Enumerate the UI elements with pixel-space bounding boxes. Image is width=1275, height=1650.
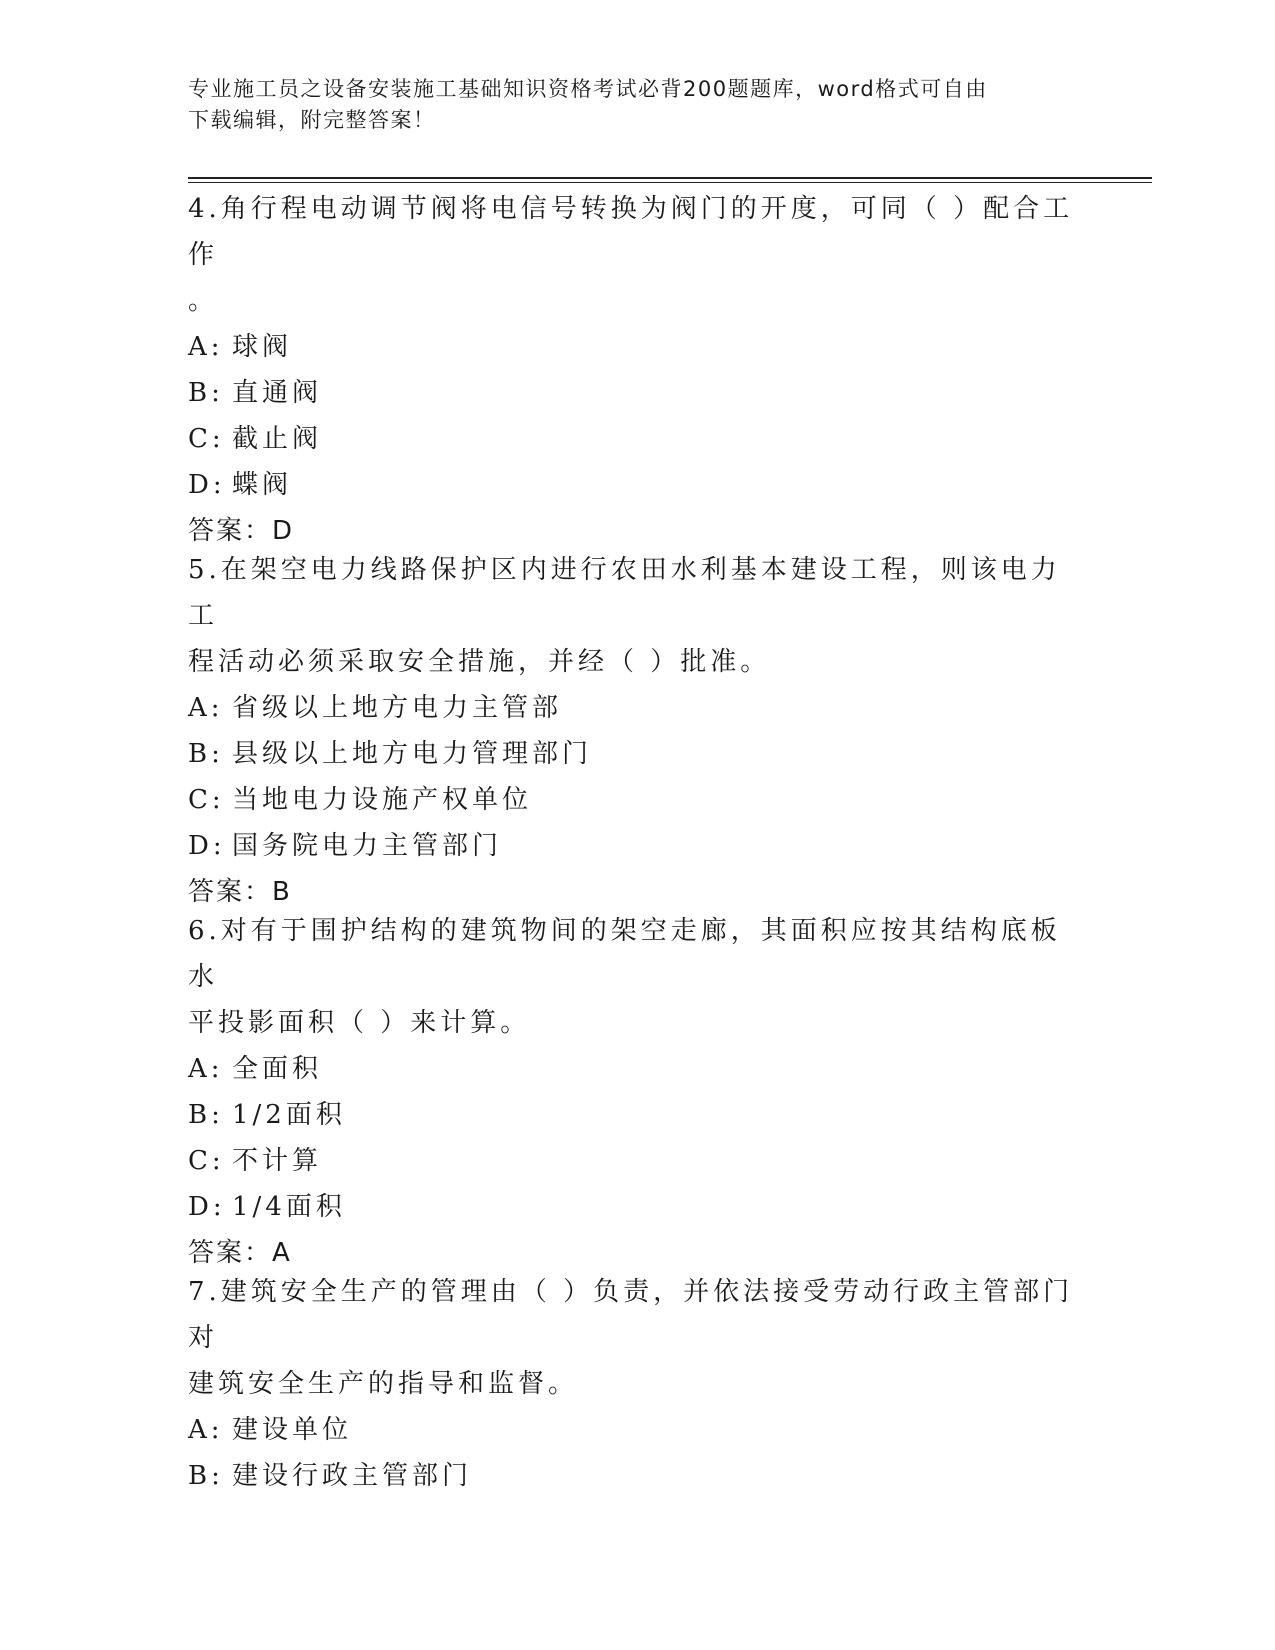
option-text: 建设单位: [232, 1415, 353, 1445]
option-a: [188, 1407, 1088, 1453]
option-b: [188, 731, 1088, 777]
option-letter: B:: [188, 378, 224, 408]
option-letter: D:: [188, 831, 226, 861]
option-text: 直通阀: [232, 378, 323, 408]
option-text: 球阀: [232, 332, 293, 362]
option-letter: B:: [188, 1461, 224, 1491]
option-letter: A:: [188, 693, 224, 723]
header-divider-thin: [188, 182, 1152, 183]
option-c: [188, 1138, 1088, 1184]
option-text: 省级以上地方电力主管部: [232, 693, 563, 723]
option-d: [188, 462, 1088, 508]
option-a: [188, 1046, 1088, 1092]
question-stem-line: 程活动必须采取安全措施，并经（ ）批准。: [188, 647, 771, 677]
option-letter: C:: [188, 424, 225, 454]
question-stem-line: 7.建筑安全生产的管理由（ ）负责，并依法接受劳动行政主管部门对: [188, 1277, 1074, 1353]
option-text: 建设行政主管部门: [232, 1461, 473, 1491]
option-text: 县级以上地方电力管理部门: [232, 739, 593, 769]
option-b: [188, 1453, 1088, 1499]
option-text: 全面积: [232, 1054, 323, 1084]
question-stem-line: 4.角行程电动调节阀将电信号转换为阀门的开度，可同（ ）配合工作: [188, 194, 1074, 270]
option-d: [188, 823, 1088, 869]
option-text: 截止阀: [232, 424, 323, 454]
option-letter: C:: [188, 1146, 225, 1176]
question-6: [188, 908, 1088, 1276]
option-letter: A:: [188, 332, 224, 362]
question-4: [188, 186, 1088, 554]
header-line-1: 专业施工员之设备安装施工基础知识资格考试必背200题题库，word格式可自由: [188, 77, 988, 101]
option-c: [188, 416, 1088, 462]
question-7: [188, 1269, 1088, 1499]
option-d: [188, 1184, 1088, 1230]
question-stem-line: 6.对有于围护结构的建筑物间的架空走廊，其面积应按其结构底板水: [188, 916, 1061, 992]
option-letter: A:: [188, 1054, 224, 1084]
option-letter: B:: [188, 739, 224, 769]
option-a: [188, 324, 1088, 370]
option-text: 当地电力设施产权单位: [232, 785, 533, 815]
option-letter: B:: [188, 1100, 224, 1130]
option-letter: C:: [188, 785, 225, 815]
question-stem-line: 。: [188, 286, 219, 316]
answer-line: 答案：B: [188, 877, 292, 907]
option-letter: D:: [188, 1192, 226, 1222]
option-letter: D:: [188, 470, 226, 500]
option-text: 国务院电力主管部门: [232, 831, 503, 861]
option-text: 1/4面积: [232, 1192, 346, 1222]
option-letter: A:: [188, 1415, 224, 1445]
option-c: [188, 777, 1088, 823]
header-divider-thick: [188, 177, 1152, 179]
header-line-2: 下载编辑，附完整答案！: [188, 108, 436, 132]
option-text: 1/2面积: [232, 1100, 346, 1130]
option-b: [188, 370, 1088, 416]
question-stem-line: 平投影面积（ ）来计算。: [188, 1008, 531, 1038]
question-stem-line: 建筑安全生产的指导和监督。: [188, 1369, 579, 1399]
document-header: [188, 74, 1088, 136]
answer-line: 答案：A: [188, 1238, 292, 1268]
option-b: [188, 1092, 1088, 1138]
option-text: 不计算: [232, 1146, 323, 1176]
question-5: [188, 547, 1088, 915]
answer-line: 答案：D: [188, 516, 295, 546]
option-text: 蝶阀: [232, 470, 293, 500]
option-a: [188, 685, 1088, 731]
question-stem-line: 5.在架空电力线路保护区内进行农田水利基本建设工程，则该电力工: [188, 555, 1061, 631]
